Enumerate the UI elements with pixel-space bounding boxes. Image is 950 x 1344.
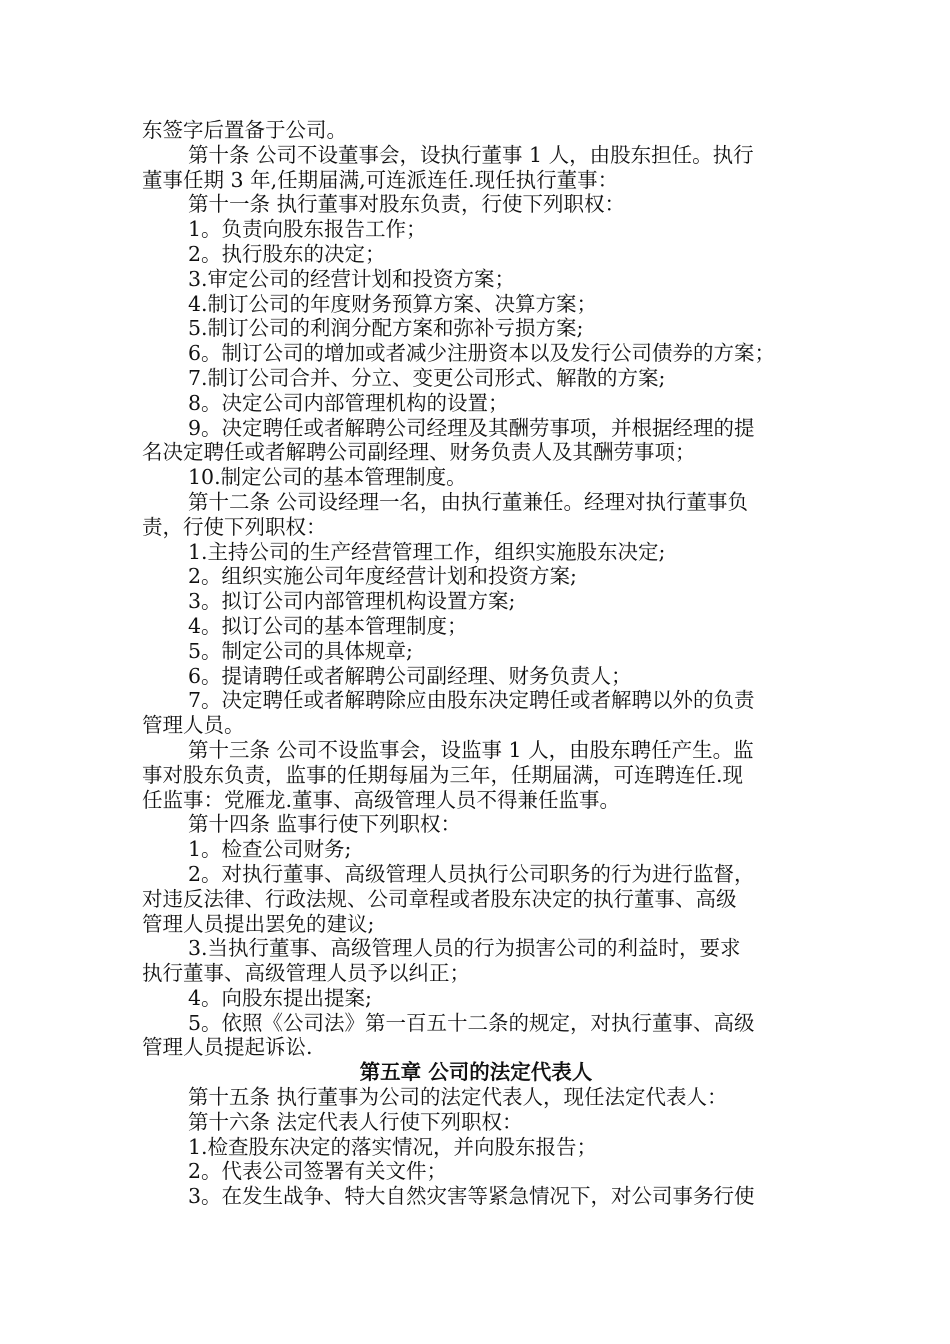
document-page [142, 118, 810, 1209]
text-line: 7.制订公司合并、分立、变更公司形式、解散的方案; [188, 365, 666, 390]
text-line: 6。制订公司的增加或者减少注册资本以及发行公司债券的方案； [188, 341, 776, 366]
text-line: 东签字后置备于公司。 [142, 118, 347, 142]
text-line: 管理人员。 [142, 713, 245, 738]
text-line: 对违反法律、行政法规、公司章程或者股东决定的执行董事、高级 [142, 886, 737, 911]
text-line: 3.审定公司的经营计划和投资方案； [188, 266, 516, 291]
text-line: 5。依照《公司法》第一百五十二条的规定，对执行董事、高级 [188, 1010, 755, 1035]
text-line: 第十二条 公司设经理一名，由执行董兼任。经理对执行董事负 [188, 489, 749, 514]
text-line: 第十六条 法定代表人行使下列职权： [188, 1109, 523, 1134]
text-line: 第十条 公司不设董事会，设执行董事 1 人，由股东担任。执行 [188, 142, 754, 167]
text-line: 3。在发生战争、特大自然灾害等紧急情况下，对公司事务行使 [188, 1184, 755, 1209]
text-line: 1.主持公司的生产经营管理工作，组织实施股东决定; [188, 539, 666, 564]
text-line: 5.制订公司的利润分配方案和弥补亏损方案; [188, 316, 584, 341]
text-line: 5。制定公司的具体规章; [188, 638, 413, 663]
text-line: 1。检查公司财务; [188, 837, 352, 862]
text-line: 10.制定公司的基本管理制度。 [188, 465, 467, 490]
text-line: 2。对执行董事、高级管理人员执行公司职务的行为进行监督， [188, 861, 755, 886]
text-line: 1。负责向股东报告工作； [188, 217, 427, 242]
text-line: 8。决定公司内部管理机构的设置； [188, 390, 509, 415]
text-line: 6。提请聘任或者解聘公司副经理、财务负责人； [188, 663, 632, 688]
text-line: 4.制订公司的年度财务预算方案、决算方案； [188, 291, 598, 316]
text-line: 执行董事、高级管理人员予以纠正； [142, 961, 470, 986]
text-line: 管理人员提起诉讼. [142, 1035, 313, 1060]
text-line: 第十五条 执行董事为公司的法定代表人，现任法定代表人： [188, 1085, 728, 1110]
text-line: 名决定聘任或者解聘公司副经理、财务负责人及其酬劳事项； [142, 440, 696, 465]
text-line: 第十四条 监事行使下列职权： [188, 812, 462, 837]
chapter-heading: 第五章 公司的法定代表人 [359, 1060, 593, 1085]
text-line: 事对股东负责，监事的任期每届为三年，任期届满，可连聘连任.现 [142, 762, 744, 787]
text-line: 3.当执行董事、高级管理人员的行为损害公司的利益时，要求 [188, 936, 741, 961]
text-line: 第十三条 公司不设监事会，设监事 1 人，由股东聘任产生。监 [188, 737, 754, 762]
text-line: 4。向股东提出提案; [188, 985, 372, 1010]
text-line: 2。执行股东的决定； [188, 241, 386, 266]
text-line: 3。拟订公司内部管理机构设置方案; [188, 589, 516, 614]
text-line: 董事任期 3 年,任期届满,可连派连任.现任执行董事： [142, 167, 619, 192]
text-line: 任监事：党雁龙.董事、高级管理人员不得兼任监事。 [142, 787, 621, 812]
text-line: 7。决定聘任或者解聘除应由股东决定聘任或者解聘以外的负责 [188, 688, 755, 713]
text-line: 责，行使下列职权： [142, 514, 327, 539]
text-line: 2。代表公司签署有关文件； [188, 1159, 448, 1184]
text-line: 4。拟订公司的基本管理制度； [188, 613, 468, 638]
text-line: 第十一条 执行董事对股东负责，行使下列职权： [188, 192, 626, 217]
text-line: 管理人员提出罢免的建议; [142, 911, 375, 936]
text-line: 1.检查股东决定的落实情况，并向股东报告； [188, 1134, 598, 1159]
text-line: 9。决定聘任或者解聘公司经理及其酬劳事项，并根据经理的提 [188, 415, 755, 440]
text-line: 2。组织实施公司年度经营计划和投资方案; [188, 564, 577, 589]
